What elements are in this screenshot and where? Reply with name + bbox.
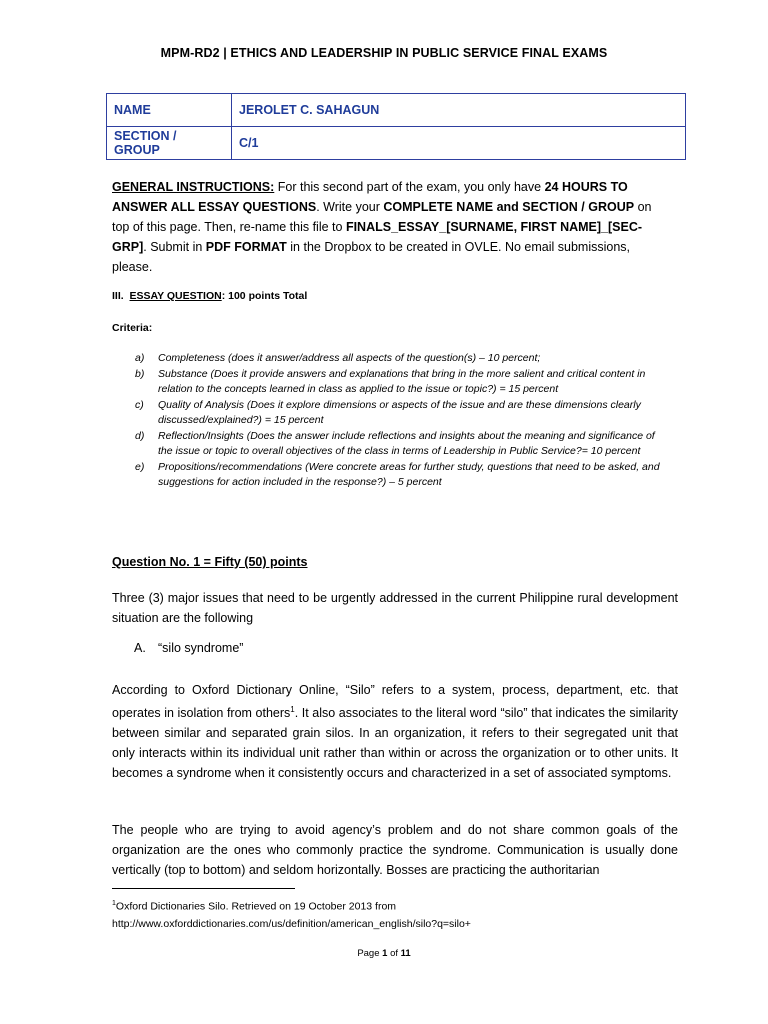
list-item xyxy=(112,460,662,491)
criteria-text: Quality of Analysis (Does it explore dimensions or aspects of the issue and are these dimensions clearly discussed/explained?) = 15 percent xyxy=(158,398,641,426)
name-label: NAME xyxy=(107,94,232,127)
list-marker: d) xyxy=(135,429,145,442)
section-value: C/1 xyxy=(232,127,686,160)
page-current: 1 xyxy=(382,948,388,959)
instructions-heading: GENERAL INSTRUCTIONS: xyxy=(112,180,275,194)
list-marker: b) xyxy=(135,367,145,380)
instructions-text: on top of this page. Then, re-name this file to xyxy=(112,200,652,234)
list-item xyxy=(112,351,662,367)
section-points: : 100 points Total xyxy=(221,290,308,302)
student-info-table xyxy=(106,93,686,160)
table-row xyxy=(107,127,686,160)
footnote-reference: 1 xyxy=(290,705,295,714)
instructions-text: in the Dropbox to be created in OVLE. No email submissions, please. xyxy=(112,240,631,274)
list-item xyxy=(112,429,662,460)
instructions-emphasis: PDF FORMAT xyxy=(205,240,287,254)
document-title: MPM-RD2 | ETHICS AND LEADERSHIP IN PUBLIC SERVICE FINAL EXAMS xyxy=(160,46,608,60)
section-label: SECTION / GROUP xyxy=(107,127,232,160)
footnote xyxy=(112,895,672,933)
footnote-divider xyxy=(112,888,295,889)
criteria-heading: Criteria: xyxy=(112,322,153,334)
instructions-emphasis: 24 HOURS TO ANSWER ALL ESSAY QUESTIONS xyxy=(112,180,628,214)
criteria-text: Substance (Does it provide answers and explanations that bring in the more salient and critical content in relation to the concepts learned in class as applied to the issue or topic?) = 15 percent xyxy=(158,367,646,395)
body-paragraph: The people who are trying to avoid agency’s problem and do not share common goals of the organization are the ones who commonly practice the syndrome. Communication is usually done vertically (top to bottom) and seldom horizontally. Bosses are practicing the authoritarian xyxy=(112,823,678,877)
body-paragraph xyxy=(112,680,678,783)
section-numeral: III. xyxy=(112,290,124,302)
question-title: Question No. 1 = Fifty (50) points xyxy=(112,555,308,569)
footnote-text: Oxford Dictionaries Silo. Retrieved on 19 October 2013 from xyxy=(115,900,397,913)
paragraph-text: . It also associates to the literal word “silo” that indicates the similarity between similar and separated grain silos. In an organization, it refers to their segregated unit that only interacts within its individual unit rather than within or across the organization or to other units. It becomes a syndrome when it consistently occurs and characterized in a set of associated symptoms. xyxy=(112,706,678,781)
table-row xyxy=(107,94,686,127)
criteria-text: Completeness (does it answer/address all aspects of the question(s) – 10 percent; xyxy=(158,352,541,364)
instructions-emphasis: FINALS_ESSAY_[SURNAME, FIRST NAME]_[SEC-GRP] xyxy=(112,220,643,254)
section-label: ESSAY QUESTION xyxy=(129,290,222,302)
instructions-text: For this second part of the exam, you only have xyxy=(274,180,545,194)
instructions-text: . Write your xyxy=(316,200,384,214)
footnote-url: http://www.oxforddictionaries.com/us/definition/american_english/silo?q=silo+ xyxy=(112,917,471,930)
criteria-text: Propositions/recommendations (Were concrete areas for further study, questions that need to be asked, and suggestions for action included in the response?) – 5 percent xyxy=(158,460,660,488)
list-marker: a) xyxy=(135,352,145,364)
page-prefix: Page xyxy=(357,948,383,959)
list-marker: A. xyxy=(134,641,146,655)
list-item xyxy=(112,398,662,429)
general-instructions xyxy=(112,177,657,277)
question-heading xyxy=(112,555,308,569)
page-total: 11 xyxy=(400,948,411,959)
name-value: JEROLET C. SAHAGUN xyxy=(232,94,686,127)
list-marker: e) xyxy=(135,460,145,473)
page-of: of xyxy=(387,948,401,959)
question-intro: Three (3) major issues that need to be urgently addressed in the current Philippine rural development situation are the following xyxy=(112,591,678,625)
list-item xyxy=(112,367,662,398)
paragraph-text: According to Oxford Dictionary Online, “Silo” refers to a system, process, department, etc. that operates in isolation from others xyxy=(112,683,678,721)
criteria-list xyxy=(112,351,662,491)
page-number xyxy=(0,948,768,959)
footnote-marker: 1 xyxy=(112,900,116,907)
criteria-text: Reflection/Insights (Does the answer include reflections and insights about the meaning and significance of the issue or topic to overall objectives of the class in terms of Leadership in Public Service?= 10 percent xyxy=(158,429,655,457)
essay-section-heading xyxy=(112,290,307,302)
list-marker: c) xyxy=(135,398,144,411)
issue-item xyxy=(134,641,243,655)
instructions-text: . Submit in xyxy=(143,240,206,254)
instructions-emphasis: COMPLETE NAME and SECTION / GROUP xyxy=(383,200,635,214)
issue-title: “silo syndrome” xyxy=(158,641,244,655)
